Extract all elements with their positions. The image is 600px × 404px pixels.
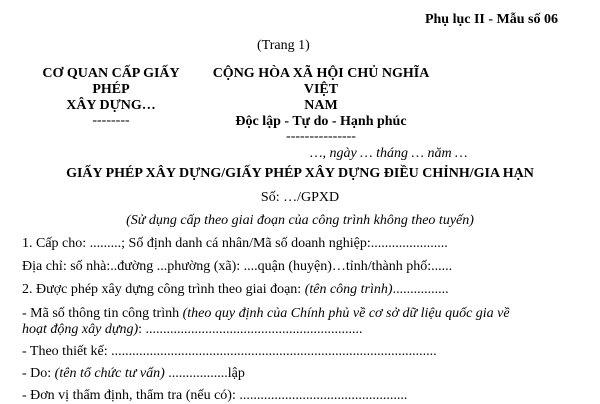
project-code-field — [22, 306, 510, 338]
republic-motto: Độc lập - Tự do - Hạnh phúc — [235, 114, 407, 129]
design-field: - Theo thiết kế: ............................................................................................. — [22, 344, 437, 359]
republic-rule: --------------- — [286, 129, 356, 144]
permit-number: Số: …/GPXD — [260, 190, 340, 205]
republic-line-1: CỘNG HÒA XÃ HỘI CHỦ NGHĨA VIỆT — [212, 66, 430, 97]
by-consultant: (tên tổ chức tư vấn) — [54, 366, 165, 381]
by-field — [22, 366, 245, 382]
appraisal-field: - Đơn vị thẩm định, thẩm tra (nếu có): ................................................ — [22, 388, 408, 403]
permit-stage-field — [22, 282, 449, 298]
by-suffix: .................lập — [164, 366, 245, 381]
agency-rule: -------- — [92, 113, 130, 128]
permit-stage-project-name: (tên công trình) — [304, 282, 393, 297]
agency-line-1: CƠ QUAN CẤP GIẤY — [42, 66, 180, 81]
agency-header — [30, 66, 192, 128]
permit-stage-suffix: ................ — [392, 282, 449, 297]
republic-header — [212, 66, 430, 144]
project-code-note-2: hoạt động xây dựng) — [22, 322, 139, 337]
republic-line-2: NAM — [304, 98, 338, 113]
project-code-prefix: - Mã số thông tin công trình — [22, 306, 183, 321]
address-field: Địa chỉ: số nhà:..đường ...phường (xã): ....quận (huyện)…tỉnh/thành phố:...... — [22, 259, 453, 274]
appendix-label: Phụ lục II - Mẫu số 06 — [424, 12, 558, 27]
project-code-note-1: (theo quy định của Chính phủ về cơ sở dữ liệu quốc gia về — [182, 306, 510, 321]
grant-to-field: 1. Cấp cho: .........; Số định danh cá nhân/Mã số doanh nghiệp:...................... — [22, 236, 448, 251]
permit-title: GIẤY PHÉP XÂY DỰNG/GIẤY PHÉP XÂY DỰNG ĐIỀU CHỈNH/GIA HẠN — [66, 166, 534, 181]
date-line: …, ngày … tháng … năm … — [310, 146, 468, 161]
by-prefix: - Do: — [22, 366, 55, 381]
usage-note: (Sử dụng cấp theo giai đoạn của công trình không theo tuyến) — [126, 213, 474, 228]
agency-line-2: PHÉP — [92, 82, 130, 97]
page-number: (Trang 1) — [257, 38, 310, 53]
permit-stage-prefix: 2. Được phép xây dựng công trình theo giai đoạn: — [22, 282, 305, 297]
agency-line-3: XÂY DỰNG… — [66, 98, 156, 113]
project-code-suffix: : .............................................................. — [138, 322, 363, 337]
